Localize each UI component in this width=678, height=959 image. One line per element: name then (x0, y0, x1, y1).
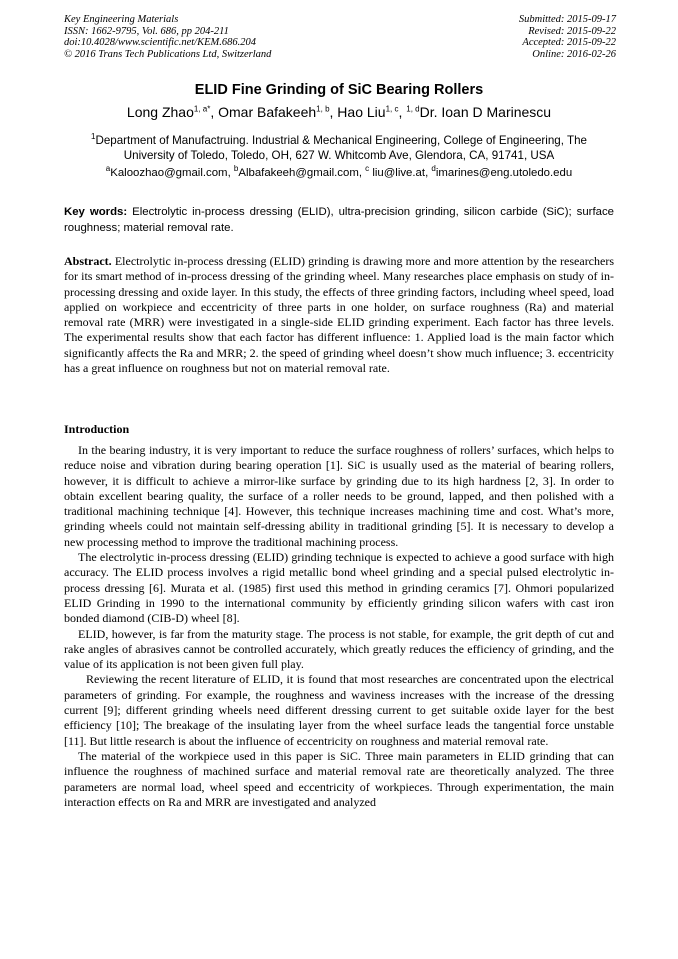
journal-name: Key Engineering Materials (64, 14, 179, 25)
keywords-text: Electrolytic in-process dressing (ELID), ultra-precision grinding, silicon carbide (SiC); surface roughness; material removal rate. (64, 206, 614, 234)
author-name: Omar Bafakeeh (218, 104, 317, 120)
author-emails: $^a$Kaloozhao@gmail.com, $^b$Albafakeeh@gmail.com, $^c$ liu@live.at, $^d$imarines@eng.utoledo.edu (105, 164, 573, 179)
email-sup: c (365, 164, 370, 174)
paragraph: In the bearing industry, it is very important to reduce the surface roughness of rollers’ surfaces, which helps to reduce noise and vibration during bearing operation [1]. SiC is usually used as the material of bearing rollers, however, it is difficult to achieve a mirror-like surface by grinding due to its high hardness [2, 3]. In order to obtain excellent bearing quality, the surface of a roller needs to be ground, lapped, and then polished with a traditional machining technique [4]. However, this technique increases machining time and cost. What’s more, grinding wheels could not maintain self-dressing ability in traditional grinding [5]. It is necessary to develop a new processing method to improve the traditional machining process. (64, 443, 614, 549)
author-name: Dr. Ioan D Marinescu (419, 104, 552, 120)
introduction-body (64, 443, 614, 810)
author-name: Long Zhao (126, 104, 194, 120)
paragraph: ELID, however, is far from the maturity stage. The process is not stable, for example, the grit depth of cut and rake angles of abrasives cannot be controlled accurately, which greatly reduces the efficiency of grinding, and the value of its application is not been given full play. (64, 626, 614, 672)
paper-title: ELID Fine Grinding of SiC Bearing Rollers (194, 82, 484, 98)
abstract (64, 254, 614, 376)
paragraph: Reviewing the recent literature of ELID, it is found that most researches are concentrated upon the electrical parameters of grinding. For example, the roughness and waviness increases with the increase of the dressing current [9]; different grinding wheels need different dressing current to get suitable oxide layer for the best efficiency [10]; The breakage of the insulating layer from the wheel surface leads the tangential force unstable [11]. But little research is about the influence of eccentricity on roughness and material removal rate. (64, 672, 614, 748)
keywords (64, 205, 614, 236)
email-sup: d (431, 164, 436, 174)
email-sup: b (233, 164, 239, 174)
date-online: Online: 2016-02-26 (532, 48, 616, 60)
author-sup: 1, b (316, 104, 330, 114)
author-list: Long Zhao$^{1, a*}$, Omar Bafakeeh$^{1, b}$, Hao Liu$^{1, c}$, $^{1, d}$Dr. Ioan D Marinescu (126, 104, 552, 120)
journal-info (64, 14, 271, 60)
journal-doi[interactable]: doi:10.4028/www.scientific.net/KEM.686.204 (64, 37, 256, 48)
section-heading: Introduction (64, 422, 130, 436)
author-sup: 1, d (406, 104, 420, 114)
affiliation-text: Department of Manufactruing. Industrial & Mechanical Engineering, College of Engineering, The University of Toledo, Toledo, OH, 627 W. Whitcomb Ave, Glendora, CA, 91741, USA (95, 134, 587, 162)
author-sup: 1, c (385, 104, 399, 114)
email-link[interactable]: imarines@eng.utoledo.edu (435, 167, 573, 179)
submission-dates (519, 14, 616, 60)
email-link[interactable]: liu@live.at (372, 167, 426, 179)
date-accepted: Accepted: 2015-09-22 (522, 37, 616, 48)
email-link[interactable]: Albafakeeh@gmail.com (238, 167, 359, 179)
abstract-text: Electrolytic in-process dressing (ELID) grinding is drawing more and more attention by the researchers for its smart method of in-process dressing of the grinding wheel. Many researches place emphasis on study of in-processing dressing and oxide layer. In this study, the effects of three grinding factors, including wheel speed, load applied on workpiece and eccentricity of three parts in one holder, on surface roughness (Ra) and material removal rate (MRR) were investigated in a single-side ELID grinding experiment. Each factor has three levels. The experimental results show that each factor has different influence: 1. Applied load is the main factor which significantly affects the Ra and MRR; 2. the speed of grinding wheel doesn’t show much influence; 3. eccentricity has a great influence on roughness but not on material removal rate. (64, 254, 615, 376)
paragraph: The material of the workpiece used in this paper is SiC. Three main parameters in ELID grinding that can influence the roughness of machined surface and material removal rate are theoretically analyzed. The three parameters are normal load, wheel speed and eccentricity of workpieces. Through experimentation, the main interaction effects on Ra and MRR are investigated and analyzed (64, 748, 614, 809)
abstract-label: Abstract. (64, 254, 112, 268)
date-revised: Revised: 2015-09-22 (528, 25, 616, 37)
paragraph: The electrolytic in-process dressing (ELID) grinding technique is expected to achieve a good surface with high accuracy. The ELID process involves a rigid metallic bond wheel grinding and a special pulsed electrolytic in-process dressing [6]. Murata et al. (1985) first used this method in grinding ceramics [7]. Ohmori popularized ELID Grinding in 1990 to the international community by efficiently grinding silicon wafers with cast iron bonded diamond (CIB-D) wheel [8]. (64, 550, 614, 626)
affiliation-sup: 1 (91, 132, 96, 142)
email-link[interactable]: Kaloozhao@gmail.com (110, 167, 228, 179)
keywords-label: Key words: (64, 206, 128, 218)
email-sup: a (105, 164, 111, 174)
date-submitted: Submitted: 2015-09-17 (518, 14, 616, 25)
author-name: Hao Liu (337, 104, 386, 120)
journal-issn: ISSN: 1662-9795, Vol. 686, pp 204-211 (64, 25, 229, 37)
journal-copyright: © 2016 Trans Tech Publications Ltd, Switzerland (64, 48, 272, 60)
affiliation (64, 133, 614, 163)
author-sup: 1, a* (193, 104, 211, 114)
